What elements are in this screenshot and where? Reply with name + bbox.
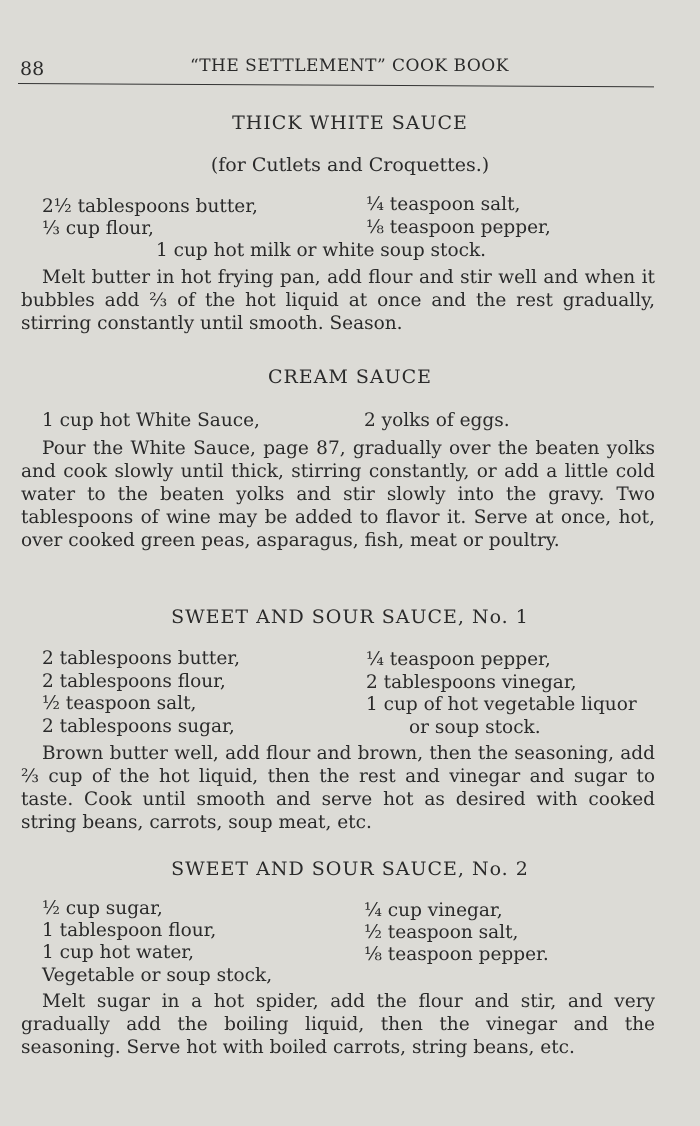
ingredient-right: or soup stock. [409,717,541,738]
recipe-method: Brown butter well, add flour and brown, then the seasoning, add ⅔ cup of the hot liquid, then the rest and vinegar and sugar to taste. Cook until smooth and serve hot as desired with cooked string beans, carrots, soup meat, etc. [21,743,655,833]
ingredient-right: 2 yolks of eggs. [364,410,510,431]
running-title: “THE SETTLEMENT” COOK BOOK [190,56,509,76]
recipe-title-sweet-sour-2: SWEET AND SOUR SAUCE, No. 2 [171,858,529,880]
ingredient-center: 1 cup hot milk or white soup stock. [156,240,487,261]
ingredient-left: 1 tablespoon flour, [42,920,217,941]
ingredient-right: 1 cup of hot vegetable liquor [366,694,637,715]
recipe-method: Pour the White Sauce, page 87, gradually over the beaten yolks and cook slowly until thick, stirring constantly, or add a little cold water to the beaten yolks and stir slowly into the gravy. Two tablespoons of wine may be added to flavor it. Serve at once, hot, over cooked green peas, asparagus, fish, meat or poultry. [21,438,655,551]
recipe-method: Melt sugar in a hot spider, add the flour and stir, and very gradually add the boiling liquid, then the vinegar and the seasoning. Serve hot with boiled carrots, string beans, etc. [21,991,655,1058]
ingredient-left: ½ cup sugar, [42,898,163,919]
ingredient-left: 1 cup hot White Sauce, [42,410,260,431]
recipe-title-thick-white-sauce: THICK WHITE SAUCE [232,112,468,134]
ingredient-left: 2 tablespoons flour, [42,671,226,692]
header-rule [18,83,654,87]
ingredient-left: 2½ tablespoons butter, [42,196,258,217]
recipe-subtitle: (for Cutlets and Croquettes.) [210,154,490,176]
ingredient-right: ¼ teaspoon pepper, [366,649,551,670]
ingredient-right: ⅛ teaspoon pepper. [364,944,549,965]
ingredient-left: 2 tablespoons butter, [42,648,240,669]
ingredient-left: ⅓ cup flour, [42,218,154,239]
ingredient-left: 2 tablespoons sugar, [42,716,235,737]
ingredient-right: ½ teaspoon salt, [364,922,519,943]
page-number: 88 [20,58,45,80]
ingredient-right: ⅛ teaspoon pepper, [366,217,551,238]
ingredient-left: 1 cup hot water, [42,942,194,963]
ingredient-right: 2 tablespoons vinegar, [366,672,577,693]
ingredient-left: ½ teaspoon salt, [42,693,197,714]
recipe-title-cream-sauce: CREAM SAUCE [267,366,433,388]
ingredient-right: ¼ teaspoon salt, [366,194,521,215]
ingredient-left: Vegetable or soup stock, [42,965,273,986]
ingredient-right: ¼ cup vinegar, [364,900,503,921]
running-head [0,52,700,82]
recipe-title-sweet-sour-1: SWEET AND SOUR SAUCE, No. 1 [171,606,529,628]
recipe-method: Melt butter in hot frying pan, add flour and stir well and when it bubbles add ⅔ of the hot liquid at once and the rest gradually, stirring constantly until smooth. Season. [21,267,655,334]
